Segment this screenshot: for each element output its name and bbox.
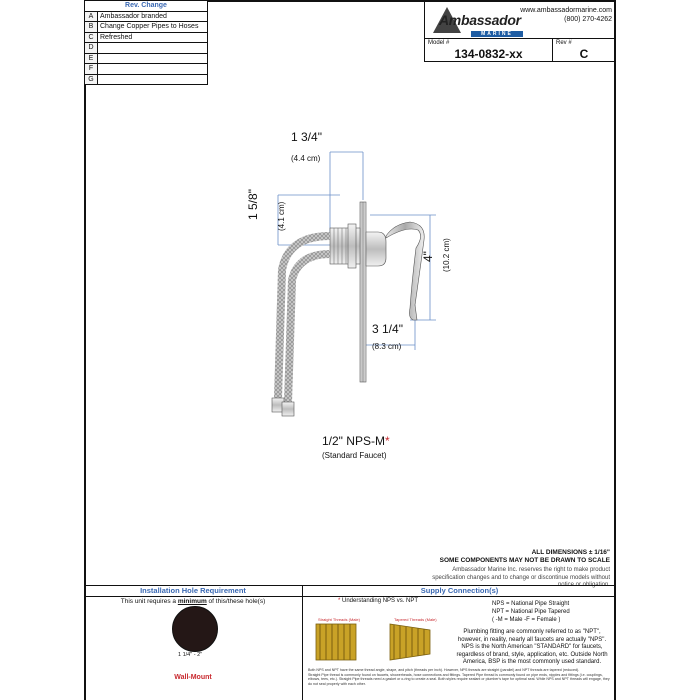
rev-letter: E [85, 53, 98, 64]
title-block [424, 0, 616, 62]
rev-text [98, 74, 208, 85]
panel-split [302, 585, 303, 700]
dim-spout-metric: (8.3 cm) [372, 342, 402, 351]
dim-total-height: 4" [421, 251, 435, 262]
faucet-body [366, 232, 386, 266]
rev-cell [553, 39, 615, 62]
brand-logo [431, 6, 521, 37]
rev-text: Refreshed [98, 32, 208, 43]
dim-spout: 3 1/4" [372, 322, 403, 336]
rev-text: Change Copper Pipes to Hoses [98, 22, 208, 33]
rev-letter: A [85, 11, 98, 22]
rev-letter: C [85, 32, 98, 43]
contact-info [520, 6, 612, 24]
rev-text [98, 53, 208, 64]
dim-width-metric: (4.4 cm) [291, 154, 321, 163]
revision-table [84, 0, 208, 85]
install-text: This unit requires a minimum of this/these hole(s) [120, 598, 266, 605]
rev-label: Rev # [556, 40, 572, 46]
hose-fitting [282, 402, 294, 416]
supply-header: Supply Connection(s) [303, 586, 616, 597]
rev-text [98, 43, 208, 54]
dim-total-height-metric: (10.2 cm) [442, 238, 451, 272]
model-label: Model # [428, 40, 450, 46]
phone: (800) 270-4262 [564, 16, 612, 23]
rev-number: C [579, 47, 589, 61]
rev-text [98, 64, 208, 75]
faucet-drawing [230, 140, 460, 440]
wall-plate [360, 202, 366, 382]
model-number: 134-0832-xx [454, 47, 523, 61]
understanding-title: * Understanding NPS vs. NPT [338, 598, 419, 604]
rev-letter: B [85, 22, 98, 33]
dim-side-height-metric: (4.1 cm) [277, 201, 286, 231]
connection-size: 1/2" NPS-M* [322, 434, 390, 448]
nps-explanation: Plumbing fitting are commonly referred to as "NPT", however, in reality, nearly all faucets are actually "NPS". NPS is the North American "STANDARD" for faucets, regardless of brand, style, application, etc. Outside North America, BSP is the most commonly used standard. [456, 629, 608, 666]
dim-width: 1 3/4" [291, 130, 322, 144]
install-header: Installation Hole Requirement [84, 586, 302, 597]
brand-sub: MARINE [471, 31, 523, 37]
website[interactable]: www.ambassadormarine.com [520, 7, 612, 14]
model-cell [425, 39, 553, 62]
brand-name: Ambassador [439, 12, 521, 28]
rev-letter: D [85, 43, 98, 54]
rev-text: Ambassador branded [98, 11, 208, 22]
tapered-label: Tapered Threads (Male) [394, 617, 437, 622]
hole-dimension: 1 1/4" - 2" [178, 652, 203, 658]
tapered-thread-icon [386, 620, 434, 664]
rev-letter: G [85, 74, 98, 85]
disclaimer: Ambassador Marine Inc. reserves the right to make product specification changes and to change or discontinue models without notice or obligation. [432, 567, 610, 588]
fine-print: Both NPS and NPT have the same thread angle, shape, and pitch (threads per inch). However, NPS threads are straight (parallel) and NPT threads are tapered (reduced). Straight Pipe thread is commonly found on faucets, showerheads, hose connections and fittings. Tapered Pipe thread is commonly found on pipe ends, nipples and fittings (i.e. couplings, elbows, tees, etc.). Straight Pipe threads need a gasket or o-ring to create a seal. Both styles require sealant or plumber's tape for optimal seal. While NPS and NPT threads will engage, they do not seal properly with each other. [308, 668, 610, 686]
connection-asterisk: * [384, 434, 390, 448]
model-row [425, 38, 615, 62]
mount-type: Wall-Mount [174, 674, 212, 681]
mounting-hole-icon [172, 606, 218, 652]
mounting-nut [348, 224, 356, 268]
nps-legend: NPS = National Pipe Straight NPT = National Pipe Tapered ( -M = Male -F = Female ) [492, 601, 570, 623]
revision-header: Rev. Change [85, 1, 208, 12]
dim-side-height: 1 5/8" [246, 189, 260, 220]
straight-thread-icon [312, 620, 360, 664]
connection-note: (Standard Faucet) [322, 451, 387, 460]
rev-letter: F [85, 64, 98, 75]
faucet-handle [386, 222, 424, 320]
straight-label: Straight Threads (Male) [318, 617, 360, 622]
dimension-notes: ALL DIMENSIONS ± 1/16" SOME COMPONENTS MAY NOT BE DRAWN TO SCALE [439, 549, 610, 564]
